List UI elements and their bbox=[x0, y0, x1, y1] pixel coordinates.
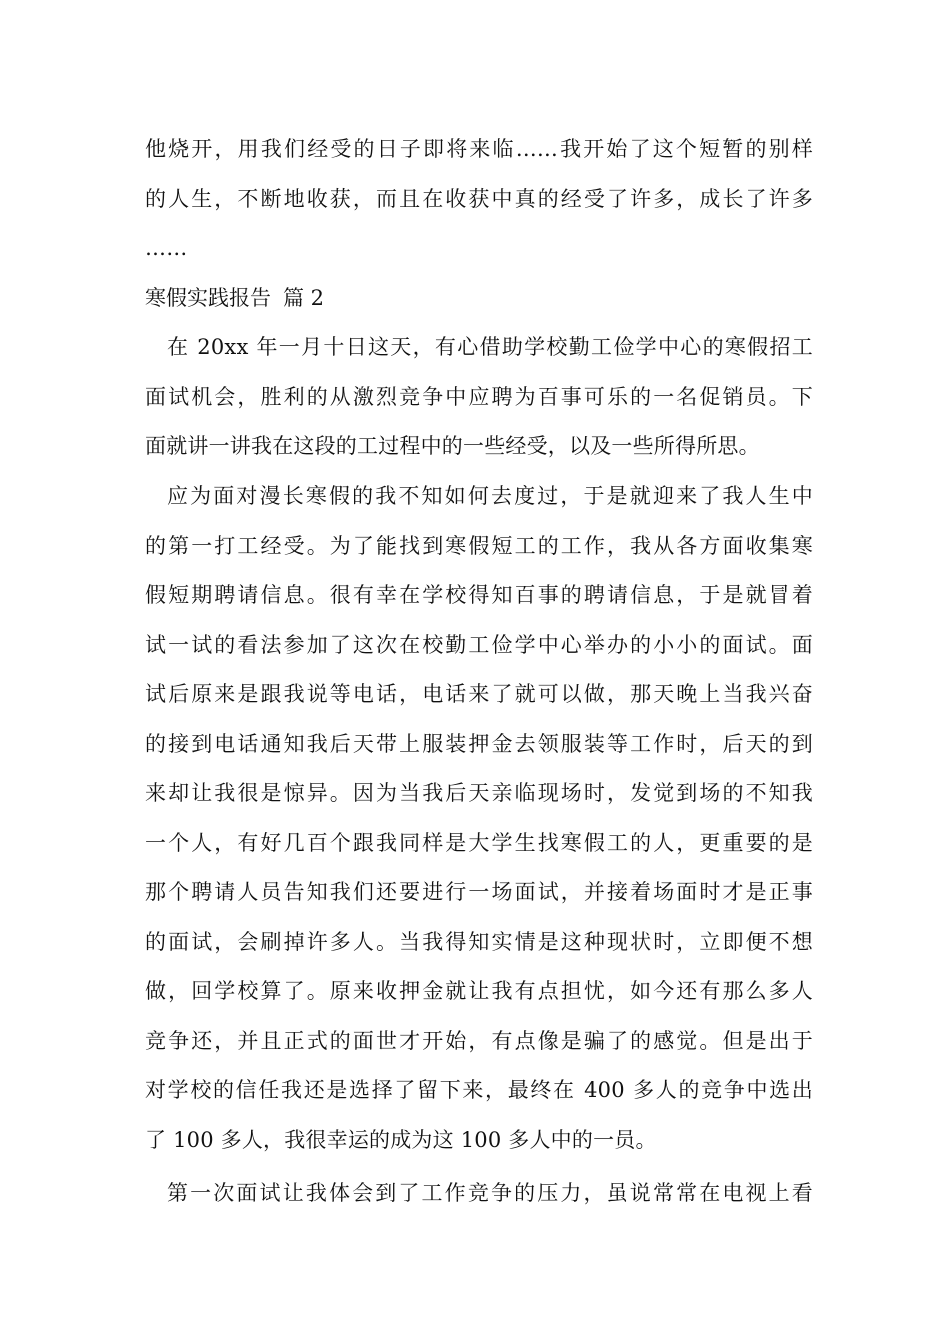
paragraph-line: 第一次面试让我体会到了工作竞争的压力，虽说常常在电视上看 bbox=[167, 1181, 813, 1205]
paragraph-line: 试一试的看法参加了这次在校勤工俭学中心举办的小小的面试。面 bbox=[145, 632, 813, 657]
paragraph-line: 在 20xx 年一月十日这天，有心借助学校勤工俭学中心的寒假招工 bbox=[167, 335, 813, 359]
section-number: 篇 2 bbox=[283, 286, 325, 310]
paragraph-line: 了 100 多人，我很幸运的成为这 100 多人中的一员。 bbox=[145, 1127, 657, 1152]
paragraph-line: 面试机会，胜利的从激烈竞争中应聘为百事可乐的一名促销员。下 bbox=[145, 384, 813, 409]
continued-paragraph bbox=[145, 125, 813, 274]
paragraph-2 bbox=[145, 472, 813, 1165]
paragraph-line: 那个聘请人员告知我们还要进行一场面试，并接着场面时才是正事 bbox=[145, 880, 813, 904]
paragraph-line: 的接到电话通知我后天带上服装押金去领服装等工作时，后天的到 bbox=[145, 731, 813, 756]
paragraph-line: …… bbox=[145, 236, 188, 260]
paragraph-line: 面就讲一讲我在这段的工过程中的一些经受，以及一些所得所思。 bbox=[145, 434, 760, 458]
paragraph-line: 应为面对漫长寒假的我不知如何去度过，于是就迎来了我人生中 bbox=[167, 484, 813, 508]
paragraph-line: 的第一打工经受。为了能找到寒假短工的工作，我从各方面收集寒 bbox=[145, 533, 813, 558]
paragraph-line: 竞争还，并且正式的面世才开始，有点像是骗了的感觉。但是出于 bbox=[145, 1028, 813, 1053]
paragraph-line: 的人生，不断地收获，而且在收获中真的经受了许多，成长了许多 bbox=[145, 186, 813, 211]
paragraph-line: 试后原来是跟我说等电话，电话来了就可以做，那天晚上当我兴奋 bbox=[145, 682, 813, 706]
paragraph-line: 做，回学校算了。原来收押金就让我有点担忧，如今还有那么多人 bbox=[145, 979, 813, 1003]
paragraph-line: 他烧开，用我们经受的日子即将来临……我开始了这个短暂的别样 bbox=[145, 137, 813, 161]
paragraph-line: 一个人，有好几百个跟我同样是大学生找寒假工的人，更重要的是 bbox=[145, 830, 813, 855]
paragraph-line: 假短期聘请信息。很有幸在学校得知百事的聘请信息，于是就冒着 bbox=[145, 583, 813, 607]
paragraph-1 bbox=[145, 323, 813, 472]
section-heading bbox=[145, 274, 324, 324]
paragraph-line: 的面试，会刷掉许多人。当我得知实情是这种现状时，立即便不想 bbox=[145, 929, 813, 954]
paragraph-line: 来却让我很是惊异。因为当我后天亲临现场时，发觉到场的不知我 bbox=[145, 781, 813, 805]
paragraph-line: 对学校的信任我还是选择了留下来，最终在 400 多人的竞争中选出 bbox=[145, 1078, 813, 1102]
section-title: 寒假实践报告 bbox=[145, 286, 271, 310]
paragraph-3 bbox=[145, 1169, 813, 1219]
